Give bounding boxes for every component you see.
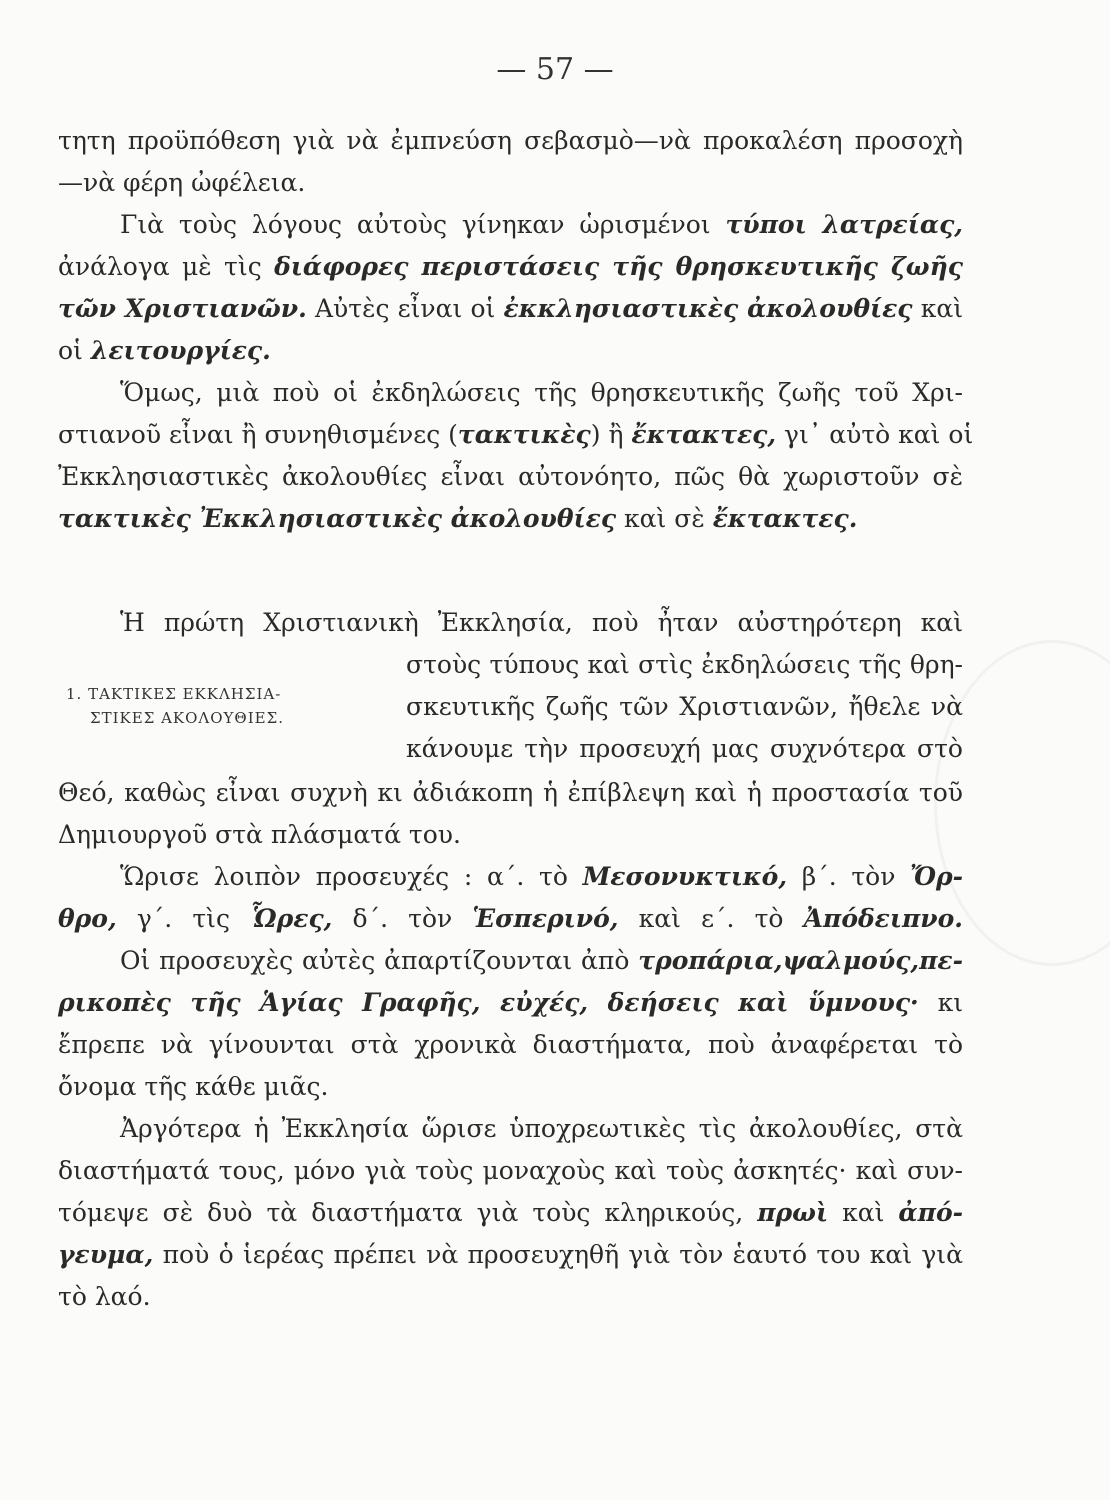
text-line: Ἐκκλησιαστικὲς ἀκολουθίες εἶναι αὐτονόητο, πῶς θὰ χωριστοῦν σὲ	[58, 462, 963, 491]
emphasis: Ὧρες,	[250, 904, 333, 933]
emphasis: ἔκτακτες,	[631, 420, 777, 449]
text-line	[58, 1234, 963, 1276]
text-run: ποὺ ὁ ἱερέας πρέπει νὰ προσευχηθῆ γιὰ τὸν ἑαυτό του καὶ γιὰ	[162, 1240, 963, 1269]
text-line: ὄνομα τῆς κάθε μιᾶς.	[58, 1072, 329, 1101]
text-line: ἔπρεπε νὰ γίνουνται στὰ χρονικὰ διαστήματα, ποὺ ἀναφέρεται τὸ	[58, 1030, 963, 1059]
emphasis: ἔκτακτες.	[712, 504, 858, 533]
emphasis: Ἀπόδειπνο.	[803, 904, 963, 933]
paragraph-block-3	[58, 772, 963, 1318]
text-line: στοὺς τύπους καὶ στὶς ἐκδηλώσεις τῆς θρη-	[406, 650, 963, 679]
text-run: ἀνάλογα μὲ τὶς	[58, 252, 262, 281]
emphasis: Ἑσπερινό,	[472, 904, 619, 933]
emphasis: λειτουργίες.	[90, 336, 271, 365]
emphasis: Μεσονυκτικό,	[582, 862, 788, 891]
text-run: ) ἢ	[590, 420, 624, 449]
text-run: Οἱ προσευχὲς αὐτὲς ἀπαρτίζουνται ἀπὸ	[120, 946, 630, 975]
emphasis: γευμα,	[58, 1240, 154, 1269]
text-line	[58, 288, 963, 330]
text-run: στιανοῦ εἶναι ἢ συνηθισμένες (	[58, 420, 458, 449]
text-line: τὸ λαό.	[58, 1282, 151, 1311]
text-line	[58, 204, 963, 246]
emphasis: τακτικὲς	[457, 420, 591, 449]
text-line: Ἡ πρώτη Χριστιανικὴ Ἐκκλησία, ποὺ ἦταν αὐστηρότερη καὶ	[120, 608, 963, 637]
text-line: Θεό, καθὼς εἶναι συχνὴ κι ἀδιάκοπη ἡ ἐπίβλεψη καὶ ἡ προστασία τοῦ	[58, 778, 963, 807]
text-line	[58, 898, 963, 940]
text-line: Δημιουργοῦ στὰ πλάσματά του.	[58, 820, 461, 849]
text-line: Ἀργότερα ἡ Ἐκκλησία ὥρισε ὑποχρεωτικὲς τὶς ἀκολουθίες, στὰ	[120, 1114, 963, 1143]
text-line: σκευτικῆς ζωῆς τῶν Χριστιανῶν, ἤθελε νὰ	[406, 692, 963, 721]
text-run: καὶ	[920, 294, 964, 323]
text-run: Γιὰ τοὺς λόγους αὐτοὺς γίνηκαν ὡρισμένοι	[120, 210, 711, 239]
text-line	[58, 330, 963, 372]
page-number: — 57 —	[496, 52, 614, 87]
text-run: καὶ ε΄. τὸ	[638, 904, 784, 933]
text-run: Ὥρισε λοιπὸν προσευχές : α΄. τὸ	[120, 862, 568, 891]
text-line: Ὅμως, μιὰ ποὺ οἱ ἐκδηλώσεις τῆς θρησκευτικῆς ζωῆς τοῦ Χρι-	[120, 378, 963, 407]
text-run: καὶ	[842, 1198, 885, 1227]
text-line	[58, 982, 963, 1024]
emphasis: τροπάρια,ψαλμούς,πε-	[638, 946, 963, 975]
paragraph-block-1	[58, 120, 974, 540]
text-line: διαστήματά τους, μόνο γιὰ τοὺς μοναχοὺς καὶ τοὺς ἀσκητές· καὶ συν-	[58, 1156, 963, 1185]
text-run: τόμεψε σὲ δυὸ τὰ διαστήματα γιὰ τοὺς κληρικούς,	[58, 1198, 744, 1227]
text-run: γι᾿ αὐτὸ καὶ οἱ	[784, 420, 974, 449]
section-side-heading	[66, 682, 284, 730]
text-line	[58, 940, 963, 982]
emphasis: ἀπό-	[898, 1198, 964, 1227]
text-line: τητη προϋπόθεση γιὰ νὰ ἐμπνεύση σεβασμὸ—νὰ προκαλέση προσοχὴ	[58, 126, 963, 155]
text-line	[58, 498, 963, 540]
text-line	[58, 1192, 963, 1234]
emphasis: Ὄρ-	[910, 862, 964, 891]
text-line: κάνουμε τὴν προσευχή μας συχνότερα στὸ	[406, 734, 963, 763]
side-heading-line: ΣΤΙΚΕΣ ΑΚΟΛΟΥΘΙΕΣ.	[90, 709, 284, 727]
text-run: γ΄. τὶς	[136, 904, 230, 933]
emphasis: τακτικὲς Ἐκκλησιαστικὲς ἀκολουθίες	[58, 504, 617, 533]
text-run: Αὐτὲς εἶναι οἱ	[315, 294, 496, 323]
emphasis: θρο,	[58, 904, 117, 933]
emphasis: ρικοπὲς τῆς Ἁγίας Γραφῆς, εὐχές, δεήσεις καὶ ὕμνους·	[58, 988, 919, 1017]
text-run: β΄. τὸν	[801, 862, 896, 891]
side-heading-line: 1. ΤΑΚΤΙΚΕΣ ΕΚΚΛΗΣΙΑ-	[66, 685, 282, 703]
text-run: καὶ σὲ	[624, 504, 705, 533]
text-run: οἱ	[58, 336, 83, 365]
text-run: δ΄. τὸν	[352, 904, 453, 933]
emphasis: τῶν Χριστιανῶν.	[58, 294, 307, 323]
text-line	[58, 856, 963, 898]
text-line	[58, 246, 963, 288]
emphasis: ἐκκλησιαστικὲς ἀκολουθίες	[503, 294, 913, 323]
text-line	[58, 414, 974, 456]
emphasis: πρωὶ	[757, 1198, 829, 1227]
emphasis: τύποι λατρείας,	[725, 210, 964, 239]
emphasis: διάφορες περιστάσεις τῆς θρησκευτικῆς ζωῆς	[274, 252, 963, 281]
text-line: —νὰ φέρη ὠφέλεια.	[58, 168, 306, 197]
text-run: κι	[937, 988, 963, 1017]
